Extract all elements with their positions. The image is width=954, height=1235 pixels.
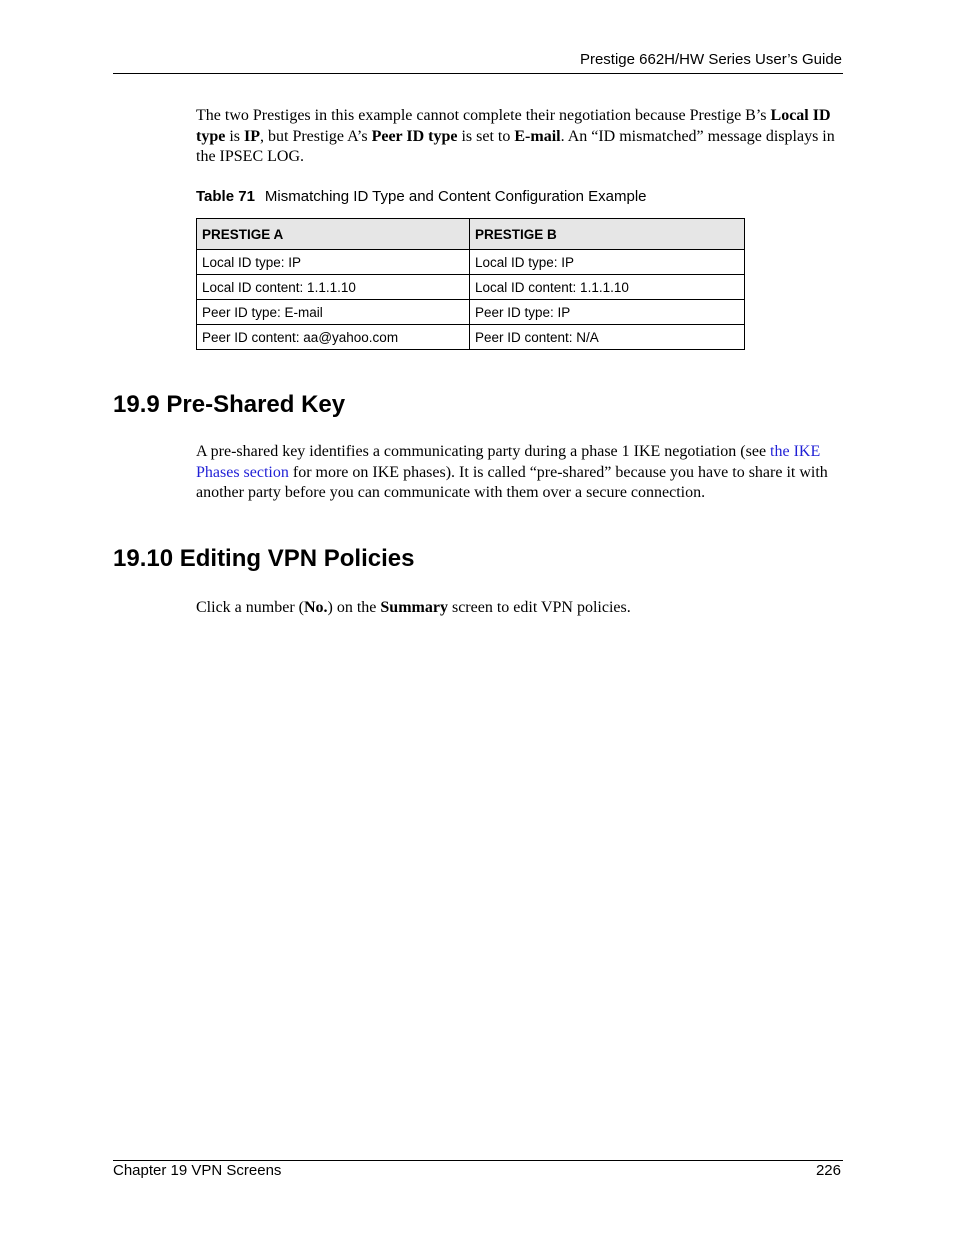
table-header-row <box>197 219 745 250</box>
footer-divider <box>113 1160 843 1161</box>
footer-chapter: Chapter 19 VPN Screens <box>113 1162 282 1179</box>
table-cell: Peer ID type: E-mail <box>197 300 470 325</box>
page-number: 226 <box>815 1162 841 1179</box>
table-cell: Peer ID type: IP <box>470 300 745 325</box>
table-cell: Local ID type: IP <box>470 250 745 275</box>
table-title: Mismatching ID Type and Content Configuration Example <box>264 188 647 205</box>
intro-paragraph: The two Prestiges in this example cannot complete their negotiation because Prestige B’s Local ID type is IP, but Prestige A’s Peer ID type is set to E-mail. An “ID mismatched” message displays in the IPSEC LOG. <box>196 107 835 165</box>
table-row <box>197 325 745 350</box>
id-mismatch-table <box>196 218 745 350</box>
table-number: Table 71 <box>196 188 255 205</box>
table-caption <box>196 188 647 205</box>
table-cell: Local ID content: 1.1.1.10 <box>470 275 745 300</box>
column-header-prestige-a: PRESTIGE A <box>197 219 470 250</box>
column-header-prestige-b: PRESTIGE B <box>470 219 745 250</box>
running-header: Prestige 662H/HW Series User’s Guide <box>579 51 842 68</box>
ike-phases-link[interactable]: the IKE Phases section <box>196 443 821 481</box>
table-cell: Local ID content: 1.1.1.10 <box>197 275 470 300</box>
table-cell: Peer ID content: aa@yahoo.com <box>197 325 470 350</box>
section-heading-pre-shared-key: 19.9 Pre-Shared Key <box>113 391 346 418</box>
header-divider <box>113 73 843 74</box>
table-cell: Local ID type: IP <box>197 250 470 275</box>
table-cell: Peer ID content: N/A <box>470 325 745 350</box>
table-row <box>197 300 745 325</box>
section-heading-editing-vpn-policies: 19.10 Editing VPN Policies <box>113 545 415 572</box>
table-row <box>197 275 745 300</box>
pre-shared-key-paragraph: A pre-shared key identifies a communicating party during a phase 1 IKE negotiation (see the IKE Phases section for more on IKE phases). It is called “pre-shared” because you have to share it with another party before you can communicate with them over a secure connection. <box>196 443 828 501</box>
editing-vpn-paragraph: Click a number (No.) on the Summary screen to edit VPN policies. <box>196 599 631 616</box>
table-row <box>197 250 745 275</box>
